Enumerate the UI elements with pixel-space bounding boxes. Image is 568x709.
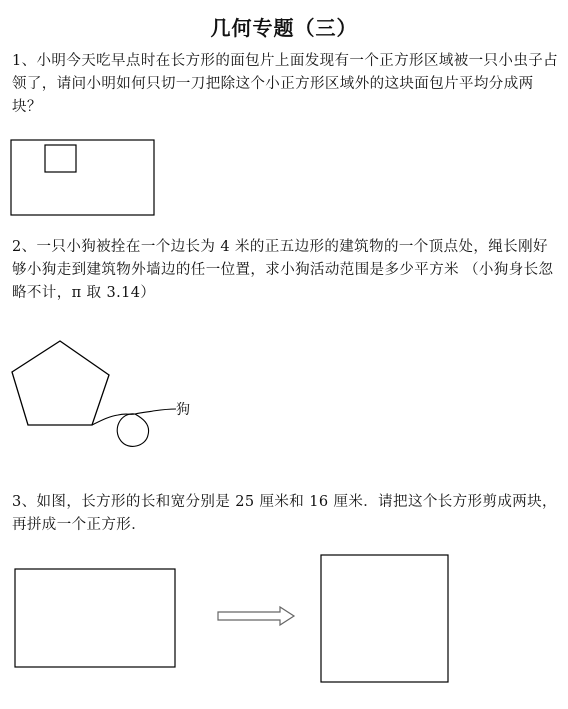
- dog-label: 狗: [176, 402, 190, 418]
- figure-pentagon-dog: [12, 341, 190, 446]
- result-square: [321, 555, 448, 682]
- question-2-text: 2、一只小狗被拴在一个边长为 4 米的正五边形的建筑物的一个顶点处，绳长刚好够小狗走到建筑物外墙边的任一位置，求小狗活动范围是多少平方米 （小狗身长忽略不计，π 取 3.14）: [12, 239, 554, 301]
- pentagon-building: [12, 341, 109, 425]
- figure-bread-slice: [11, 140, 154, 215]
- bug-square: [45, 145, 76, 172]
- page-title: 几何专题（三）: [210, 16, 358, 40]
- bread-rectangle: [11, 140, 154, 215]
- question-3-text: 3、如图，长方形的长和宽分别是 25 厘米和 16 厘米．请把这个长方形剪成两块，再拼成一个正方形．: [12, 494, 557, 533]
- arrow-right-icon: [218, 607, 294, 625]
- rope-loop: [117, 414, 148, 447]
- figure-rectangle-to-square: [15, 555, 448, 682]
- rope-line: [92, 409, 176, 425]
- question-1-text: 1、小明今天吃早点时在长方形的面包片上面发现有一个正方形区域被一只小虫子占领了，请问小明如何只切一刀把除这个小正方形区域外的这块面包片平均分成两块？: [12, 53, 559, 115]
- source-rectangle: [15, 569, 175, 667]
